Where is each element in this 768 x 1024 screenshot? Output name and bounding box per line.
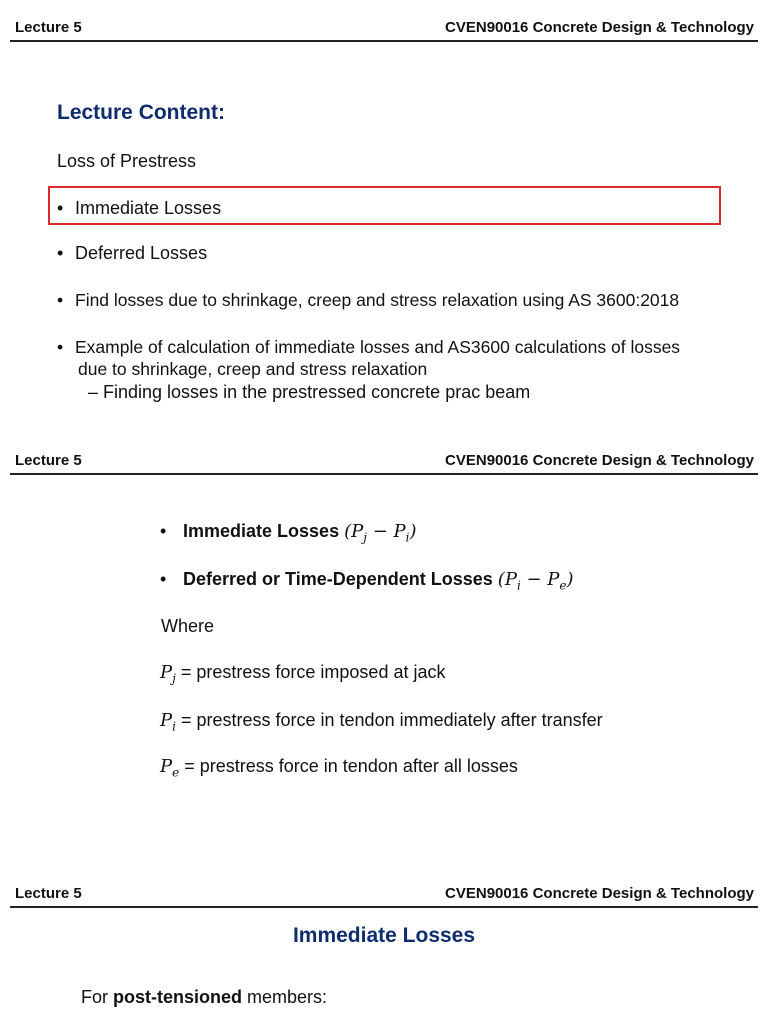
list-item-deferred-losses: • Deferred Losses <box>57 242 207 264</box>
symbol-pe: $P_e$ <box>160 756 180 780</box>
symbol-pi: $P_i$ <box>160 710 176 734</box>
section-subtitle: Loss of Prestress <box>57 151 197 171</box>
list-item-example-continued: due to shrinkage, creep and stress relaxation <box>78 359 428 379</box>
symbol-pj: $P_j$ <box>160 662 176 686</box>
header-divider <box>10 906 758 908</box>
lecture-label: Lecture 5 <box>15 452 82 469</box>
definition-text: = prestress force in tendon immediately after transfer <box>175 710 603 730</box>
slide-title: Lecture Content: <box>57 101 225 124</box>
list-item-as3600-losses: • Find losses due to shrinkage, creep and stress relaxation using AS 3600:2018 <box>57 289 679 311</box>
post-tensioned-text <box>81 986 327 1008</box>
course-label: CVEN90016 Concrete Design & Technology <box>445 19 754 36</box>
lecture-label: Lecture 5 <box>15 885 82 902</box>
course-label: CVEN90016 Concrete Design & Technology <box>445 885 754 902</box>
bullet-label: Deferred or Time-Dependent Losses <box>183 569 493 589</box>
text-prefix: For <box>81 987 114 1007</box>
formula-pi-pe: $(P_i - P_e)$ <box>497 569 574 593</box>
where-label: Where <box>161 616 215 636</box>
list-item-example: • Example of calculation of immediate losses and AS3600 calculations of losses <box>57 336 680 358</box>
formula-pj-pi: $(P_j - P_i)$ <box>344 521 417 545</box>
definition-text: = prestress force imposed at jack <box>175 662 446 682</box>
bullet-label: Immediate Losses <box>183 521 340 541</box>
list-item-immediate-losses: • Immediate Losses <box>57 197 221 219</box>
text-suffix: members: <box>242 987 328 1007</box>
lecture-label: Lecture 5 <box>15 19 82 36</box>
slide-title: Immediate Losses <box>292 924 476 947</box>
slide-header <box>0 884 768 914</box>
course-label: CVEN90016 Concrete Design & Technology <box>445 452 754 469</box>
definition-text: = prestress force in tendon after all losses <box>179 756 518 776</box>
text-emphasis: post-tensioned <box>113 987 243 1007</box>
sub-list-item: – Finding losses in the prestressed concrete prac beam <box>88 382 531 402</box>
